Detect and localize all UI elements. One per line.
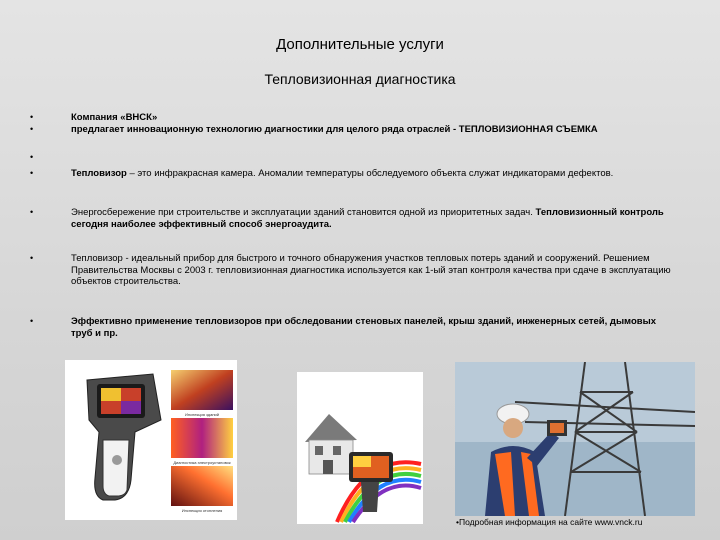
thermal-camera-collage-image	[65, 360, 237, 520]
bullet-dot: •	[30, 168, 34, 178]
slide-title: Дополнительные услуги	[276, 36, 444, 53]
bullet-text	[71, 207, 671, 230]
bullet-text: Тепловизор - идеальный прибор для быстрого и точного обнаружения участков тепловых потерь зданий и сооружений. Решением Правительства Москвы с 2003 г. тепловизионная диагностика используется как 1-ый этап контроля качества при сдаче в эксплуатацию объектов строительства.	[71, 253, 671, 287]
bullet-dot: •	[30, 124, 34, 134]
bullet-rest: – это инфракрасная камера. Аномалии температуры обследуемого объекта служат индикаторами дефектов.	[126, 168, 614, 179]
bullet-dot: •	[30, 152, 34, 162]
house-thermal-image	[297, 372, 423, 524]
slide-subtitle: Тепловизионная диагностика	[264, 71, 456, 87]
bullet-term: Тепловизор	[71, 168, 127, 179]
caption-electrical: Диагностика электроустановок	[173, 460, 231, 465]
bullet-text: предлагает инновационную технологию диагностики для целого ряда отраслей - ТЕПЛОВИЗИОННАЯ СЪЕМКА	[71, 124, 598, 135]
bullet-dot: •	[30, 253, 34, 263]
bullet-bold: Тепловизионный контроль сегодня наиболее эффективный способ энергоаудита.	[71, 207, 664, 230]
bullet-text	[71, 168, 671, 180]
bullet-text: Эффективно применение тепловизоров при обследовании стеновых панелей, крыш зданий, инженерных сетей, дымовых труб и пр.	[71, 316, 657, 339]
bullet-dot: •	[30, 316, 34, 326]
caption-heating: Инспекция отопления	[181, 508, 223, 513]
bullet-dot: •	[30, 207, 34, 217]
footer-website-link[interactable]: •Подробная информация на сайте www.vnck.ru	[456, 517, 643, 527]
caption-building: Инспекция зданий	[184, 412, 220, 417]
bullet-dot: •	[30, 112, 34, 122]
bullet-plain: Энергосбережение при строительстве и эксплуатации зданий становится одной из приоритетных задач.	[71, 207, 536, 218]
engineer-power-line-image	[455, 362, 695, 516]
bullet-text: Компания «ВНСК»	[71, 112, 158, 123]
